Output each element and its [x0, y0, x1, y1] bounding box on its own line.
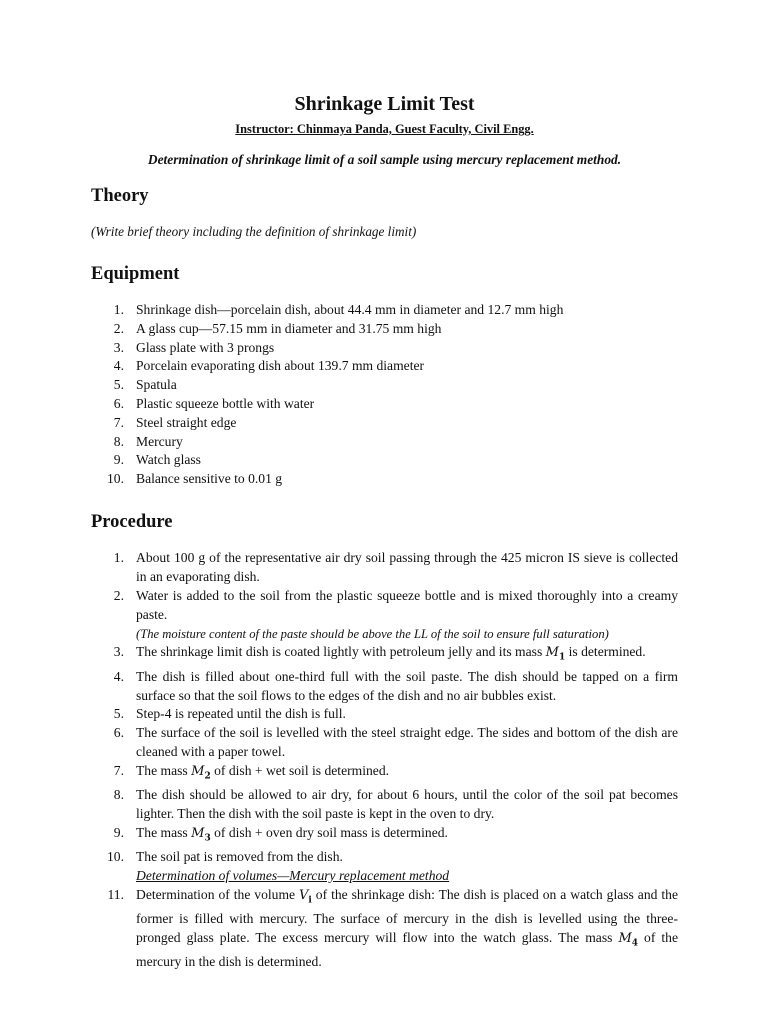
equipment-item	[91, 395, 678, 414]
list-number: 6.	[113, 725, 124, 741]
list-number: 5.	[113, 377, 124, 393]
step-text: Determination of the volume	[136, 886, 300, 902]
symbol-subscript: i	[308, 895, 312, 906]
equipment-item	[91, 451, 678, 470]
equipment-text: Steel straight edge	[136, 414, 237, 430]
procedure-step	[91, 668, 678, 706]
list-number: 2.	[113, 320, 124, 336]
step-text: The mass	[136, 762, 192, 778]
procedure-step	[91, 587, 678, 625]
equipment-text: Shrinkage dish—porcelain dish, about 44.4 mm in diameter and 12.7 mm high	[136, 302, 564, 317]
list-number: 5.	[113, 706, 124, 722]
procedure-step	[91, 705, 678, 724]
equipment-text: Mercury	[136, 433, 183, 449]
step-text: of the shrinkage dish: The dish is placed on a watch glass and the former is filled with mercury. The surface of mercury in the dish is levelled using the three-pronged glass plate. The excess mercury will flow into the watch glass. The mass	[136, 886, 678, 945]
list-number: 8.	[113, 433, 124, 449]
list-number: 4.	[113, 358, 124, 374]
list-number: 1.	[113, 550, 124, 566]
instructor-line: Instructor: Chinmaya Panda, Guest Faculty, Civil Engg.	[235, 122, 534, 136]
volumes-subheading: Determination of volumes—Mercury replacement method	[136, 868, 450, 883]
list-number: 10.	[107, 849, 124, 865]
equipment-text: Porcelain evaporating dish about 139.7 mm diameter	[136, 358, 425, 374]
equipment-text: Watch glass	[136, 452, 201, 468]
list-number: 7.	[113, 414, 124, 430]
list-number: 6.	[113, 395, 124, 411]
purpose-statement: Determination of shrinkage limit of a soil sample using mercury replacement method.	[147, 152, 622, 167]
equipment-text: Balance sensitive to 0.01 g	[136, 471, 283, 487]
procedure-list	[91, 549, 678, 972]
equipment-item	[91, 301, 678, 320]
step-text: The mass	[136, 824, 192, 840]
list-number: 7.	[113, 762, 124, 778]
equipment-text: Plastic squeeze bottle with water	[136, 395, 315, 411]
symbol-subscript: 2	[204, 771, 211, 782]
step-text: Water is added to the soil from the plastic squeeze bottle and is mixed thoroughly into a creamy paste.	[136, 588, 678, 622]
step-text: of the mercury in the dish is determined.	[136, 929, 678, 970]
symbol-letter: M	[545, 645, 559, 661]
step-text: of dish + oven dry soil mass is determined.	[210, 824, 448, 840]
symbol-subscript: 3	[204, 833, 211, 844]
list-number: 11.	[107, 886, 124, 902]
equipment-text: Spatula	[136, 377, 177, 393]
equipment-item	[91, 320, 678, 339]
math-symbol	[191, 825, 211, 844]
symbol-letter: M	[191, 825, 205, 841]
document-title: Shrinkage Limit Test	[294, 93, 475, 115]
equipment-list	[91, 301, 678, 489]
procedure-step	[91, 762, 678, 786]
equipment-item	[91, 470, 678, 489]
step-text: The dish should be allowed to air dry, for about 6 hours, until the color of the soil pat becomes lighter. Then the dish with the soil paste is kept in the oven to dry.	[136, 787, 678, 822]
procedure-step	[91, 886, 678, 972]
step-text: About 100 g of the representative air dry soil passing through the 425 micron IS sieve is collected in an evaporating dish.	[136, 550, 678, 585]
step-text: of dish + wet soil is determined.	[210, 762, 390, 778]
theory-heading: Theory	[91, 186, 149, 206]
equipment-item	[91, 376, 678, 395]
step-text: Step-4 is repeated until the dish is full.	[136, 706, 346, 722]
list-number: 9.	[113, 824, 124, 840]
math-symbol	[299, 887, 312, 906]
procedure-step	[91, 824, 678, 848]
equipment-item	[91, 433, 678, 452]
procedure-step	[91, 643, 678, 667]
math-symbol	[618, 930, 639, 949]
moisture-note: (The moisture content of the paste should be above the LL of the soil to ensure full saturation)	[136, 626, 609, 641]
step-text: is determined.	[565, 644, 646, 660]
symbol-letter: V	[299, 887, 309, 903]
list-number: 3.	[113, 644, 124, 660]
list-number: 8.	[113, 787, 124, 803]
step-text: The soil pat is removed from the dish.	[136, 849, 343, 865]
procedure-step	[91, 549, 678, 587]
symbol-letter: M	[618, 930, 632, 946]
step-text: The surface of the soil is levelled with the steel straight edge. The sides and bottom of the dish are cleaned with a paper towel.	[136, 725, 678, 760]
step-text: The dish is filled about one-third full with the soil paste. The dish should be tapped on a firm surface so that the soil flows to the edges of the dish and no air bubbles exist.	[136, 668, 678, 703]
procedure-step	[91, 786, 678, 824]
symbol-subscript: 1	[558, 653, 566, 664]
theory-note: (Write brief theory including the definition of shrinkage limit)	[91, 223, 417, 239]
list-number: 9.	[113, 452, 124, 468]
equipment-item	[91, 357, 678, 376]
math-symbol	[545, 645, 566, 664]
list-number: 3.	[113, 339, 124, 355]
procedure-step	[91, 724, 678, 762]
list-number: 2.	[113, 588, 124, 604]
step-text: The shrinkage limit dish is coated lightly with petroleum jelly and its mass	[136, 644, 546, 660]
procedure-heading: Procedure	[91, 511, 173, 532]
equipment-text: Glass plate with 3 prongs	[136, 339, 275, 355]
procedure-step	[91, 848, 678, 867]
math-symbol	[191, 763, 211, 782]
symbol-subscript: 4	[631, 938, 639, 949]
equipment-item	[91, 339, 678, 358]
equipment-item	[91, 414, 678, 433]
list-number: 10.	[107, 471, 124, 487]
list-number: 1.	[113, 302, 124, 317]
symbol-letter: M	[191, 763, 205, 779]
list-number: 4.	[113, 668, 124, 684]
equipment-heading: Equipment	[91, 263, 180, 284]
equipment-text: A glass cup—57.15 mm in diameter and 31.75 mm high	[136, 320, 442, 336]
